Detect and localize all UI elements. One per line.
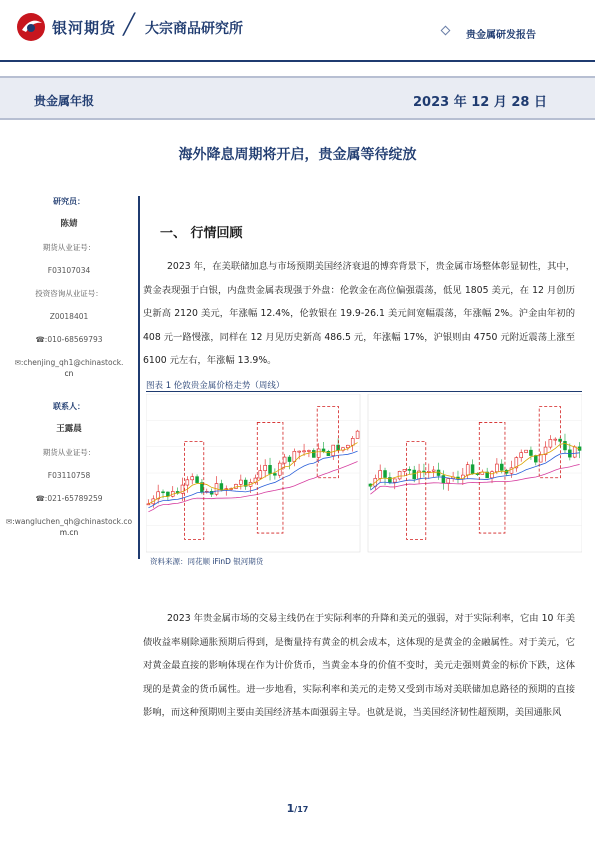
sidebar-divider [138,196,140,559]
contact-name: 王露晨 [56,424,82,434]
page-current: 1 [286,802,295,815]
contact-email-cont: m.cn [59,528,79,537]
contact-phone: ☎:021-65789259 [35,494,103,503]
brand-divider: ╱ [123,12,136,36]
page-number [0,802,595,815]
contact-qualification-number: F03110758 [47,471,91,480]
section-heading: 一、 行情回顾 [160,226,243,241]
candle [235,484,238,489]
qualification-label: 期货从业证号： [42,243,96,252]
researcher-email-cont: cn [64,369,74,378]
brand-name: 银河期货 [52,19,117,37]
contact-email[interactable]: ✉:wangluchen_qh@chinastock.co [5,517,133,526]
figure-source: 资料来源：同花顺 iFinD 银河期货 [150,557,264,566]
page-header [0,0,595,60]
consult-number: Z0018401 [49,312,89,321]
consult-label: 投资咨询从业证号： [35,289,103,298]
report-date: 2023 年 12 月 28 日 [413,95,547,110]
candle [398,471,401,481]
candle [525,450,528,453]
page-total: /17 [294,805,309,814]
galaxy-logo-icon [16,12,46,42]
figure-caption: 图表 1 伦敦贵金属价格走势（周线） [146,381,285,391]
contact-label: 联系人： [53,402,85,411]
report-category: 贵金属年报 [34,94,95,108]
body-paragraph: 2023 年贵金属市场的交易主线仍在于实际利率的升降和美元的强弱，对于实际利率，它由 10 年美债收益率剔除通胀预期后得到，是衡量持有黄金的机会成本，这体现的是黄金的金融属性。对于美元，它对黄金最直接的影响体现在作为计价货币，当黄金本身的价值不变时，美元走强则黄金的标价下跌，这体现的是黄金的货币属性。进一步地看，实际利率和美元的走势又受到市场对美联储加息路径的预期的直接影响，而这种预期则主要由美国经济基本面强弱主导。也就是说，当美国经济韧性超预期，美国通胀风 [143,613,575,719]
report-title: 海外降息周期将开启，贵金属等待绽放 [178,147,417,163]
report-banner [0,76,595,120]
qualification-number: F03107034 [47,266,91,275]
author-sidebar [0,196,138,538]
section-paragraph: 2023 年，在美联储加息与市场预期美国经济衰退的博弈背景下，贵金属市场整体彰显韧性，其中，黄金表现强于白银，内盘贵金属表现强于外盘：伦敦金在高位偏强震荡，低见 1805 美元，在 12 月创历史新高 2120 美元，年涨幅 12.4%，伦敦银在 19.9-26.1 美元间宽幅震荡，年涨幅 2%。沪金由年初的 408 元一路慢涨，同样在 12 月见历史新高 486.5 元，年涨幅 17%，沪银则由 4750 元附近震荡上涨至 6100 元左右，年涨幅 13.9%。 [143,261,575,367]
diamond-icon [441,26,451,36]
contact-qualification-label: 期货从业证号： [42,448,96,457]
report-type-tag: 贵金属研发报告 [466,30,536,41]
figure-rule [146,391,582,392]
gold-candle-panel [146,394,360,552]
researcher-label: 研究员： [53,197,85,206]
silver-candle-panel [368,394,582,552]
researcher-name: 陈婧 [60,219,78,229]
price-chart-image [146,394,582,554]
researcher-phone: ☎:010-68569793 [35,335,103,344]
header-rule [0,60,595,62]
institute-name: 大宗商品研究所 [145,21,243,37]
candle [356,430,359,439]
researcher-email[interactable]: ✉:chenjing_qh1@chinastock. [14,358,124,367]
